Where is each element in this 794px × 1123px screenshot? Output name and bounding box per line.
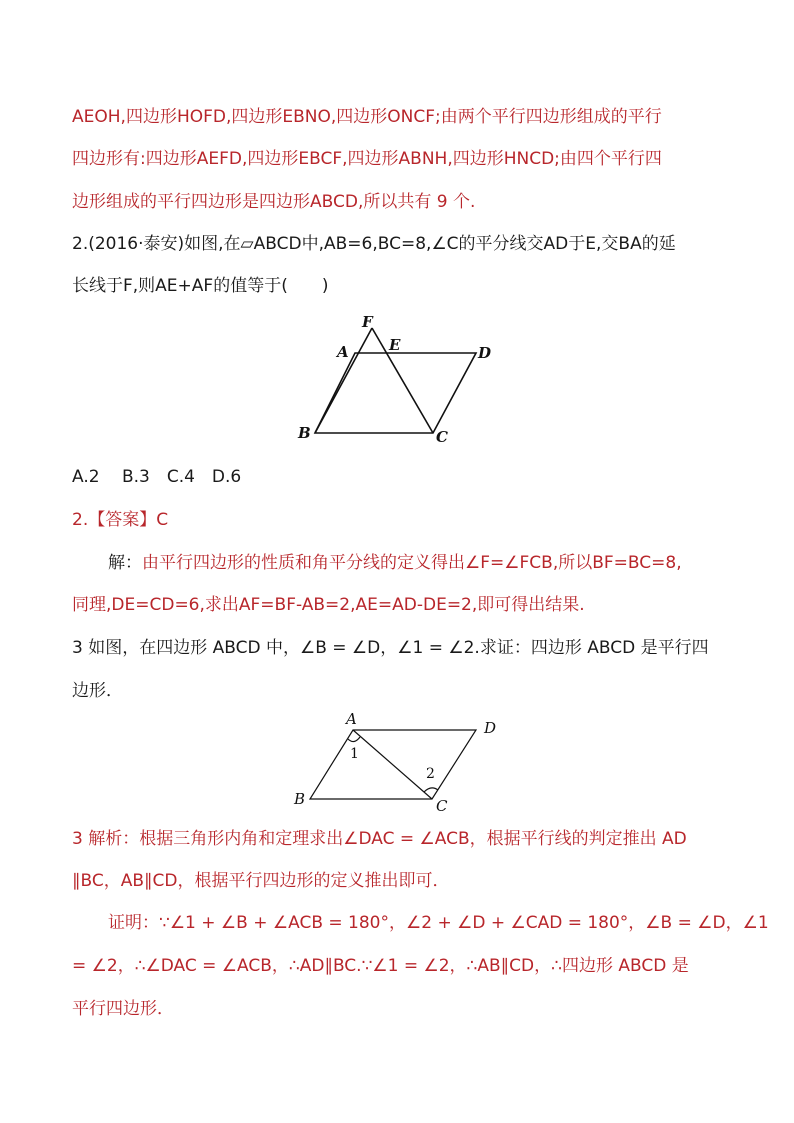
q2-options: A.2 B.3 C.4 D.6 [72, 467, 242, 487]
q2-stem-line-2: 长线于F,则AE+AF的值等于( ) [72, 276, 329, 296]
prev-solution-line-3-text: 边形组成的平行四边形是四边形ABCD,所以共有 [72, 192, 432, 212]
q2-stem-line-1: 2.(2016·泰安)如图,在▱ABCD中,AB=6,BC=8,∠C的平分线交AD于E,交BA的延 [72, 234, 676, 254]
parallelogram-abcd [315, 353, 476, 433]
q2-explanation-line-2: 同理,DE=CD=6,求出AF=BF-AB=2,AE=AD-DE=2,即可得出结果. [72, 595, 585, 615]
label-c: C [436, 428, 448, 446]
q2-explanation-line-1 [108, 551, 682, 575]
parallelogram-count: 9 [436, 192, 448, 212]
angle-1-arc [348, 737, 360, 742]
quadrilateral-abcd [310, 730, 476, 799]
prev-solution-line-1: AEOH,四边形HOFD,四边形EBNO,四边形ONCF;由两个平行四边形组成的平行 [72, 107, 662, 127]
q3-proof-line-3: 平行四边形． [72, 999, 174, 1019]
q3-analysis-line-1: 3 解析：根据三角形内角和定理求出∠DAC = ∠ACB，根据平行线的判定推出 AD [72, 829, 687, 849]
angle-1-label: 1 [350, 746, 359, 762]
prev-solution-line-2: 四边形有:四边形AEFD,四边形EBCF,四边形ABNH,四边形HNCD;由四个平行四 [72, 149, 662, 169]
angle-2-arc [424, 788, 438, 792]
q3-stem-line-2: 边形． [72, 681, 123, 701]
q3-analysis-line-2: ∥BC，AB∥CD，根据平行四边形的定义推出即可． [72, 871, 450, 891]
label-d: D [478, 344, 492, 362]
label-f: F [362, 313, 373, 331]
label-a: A [346, 710, 357, 728]
label-c: C [436, 797, 448, 815]
angle-2-label: 2 [426, 766, 435, 782]
label-d: D [484, 719, 497, 737]
label-b: B [294, 790, 306, 808]
label-a: A [337, 343, 349, 361]
diagonal-ac [353, 730, 432, 799]
q3-proof-line-2: = ∠2，∴∠DAC = ∠ACB，∴AD∥BC.∵∠1 = ∠2，∴AB∥CD，∴四边形 ABCD 是 [72, 956, 689, 976]
line-bf [315, 328, 372, 433]
q2-answer-title: 2.【答案】C [72, 510, 169, 530]
q3-proof-line-1: 证明：∵∠1 + ∠B + ∠ACB = 180°，∠2 + ∠D + ∠CAD = 180°，∠B = ∠D，∠1 [108, 913, 769, 933]
label-b: B [298, 424, 311, 442]
line-fc [372, 328, 433, 433]
q3-stem-line-1: 3 如图，在四边形 ABCD 中，∠B = ∠D，∠1 = ∠2.求证：四边形 ABCD 是平行四 [72, 638, 709, 658]
q2-explanation-prefix: 解： [108, 553, 142, 573]
prev-solution-line-3 [72, 190, 475, 214]
prev-solution-line-3-end: 个. [453, 192, 476, 212]
q2-explanation-text: 由平行四边形的性质和角平分线的定义得出∠F=∠FCB,所以BF=BC=8, [142, 553, 682, 573]
label-e: E [389, 336, 401, 354]
